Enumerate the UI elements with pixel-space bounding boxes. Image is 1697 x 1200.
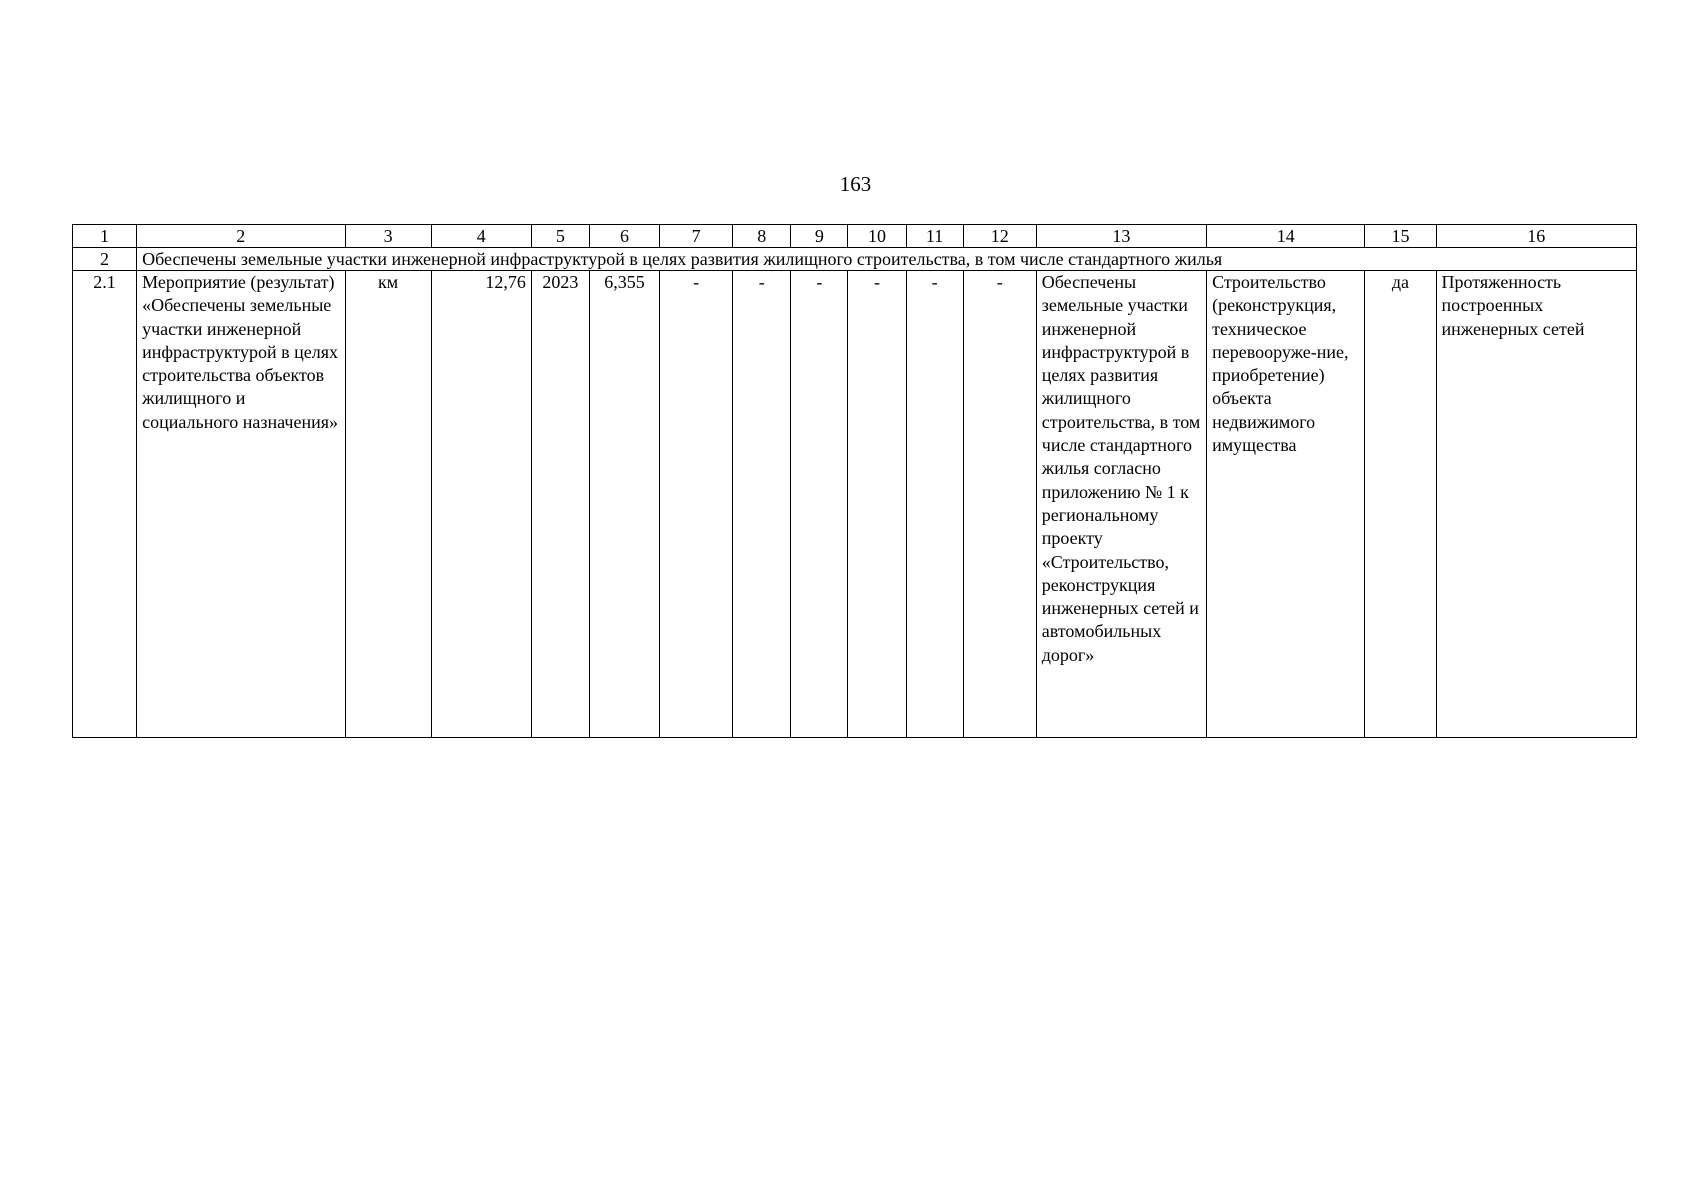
column-numbers-row <box>73 225 1637 248</box>
col9-cell: - <box>791 271 848 738</box>
column-number-cell: 12 <box>963 225 1036 248</box>
col12-cell: - <box>963 271 1036 738</box>
unit-cell: км <box>345 271 431 738</box>
section-title: Обеспечены земельные участки инженерной инфраструктурой в целях развития жилищного строительства, в том числе стандартного жилья <box>137 248 1637 271</box>
col11-cell: - <box>906 271 963 738</box>
column-number-cell: 14 <box>1207 225 1365 248</box>
column-number-cell: 15 <box>1365 225 1436 248</box>
measure-name: Мероприятие (результат) «Обеспечены земельные участки инженерной инфраструктурой в целях строительства объектов жилищного и социального назначения» <box>137 271 345 738</box>
col6-cell: 6,355 <box>589 271 659 738</box>
column-number-cell: 3 <box>345 225 431 248</box>
col7-cell: - <box>660 271 733 738</box>
section-number: 2 <box>73 248 137 271</box>
column-number-cell: 7 <box>660 225 733 248</box>
column-number-cell: 1 <box>73 225 137 248</box>
column-number-cell: 2 <box>137 225 345 248</box>
column-number-cell: 6 <box>589 225 659 248</box>
column-number-cell: 4 <box>431 225 531 248</box>
column-number-cell: 16 <box>1436 225 1637 248</box>
column-number-cell: 11 <box>906 225 963 248</box>
page-number: 163 <box>839 172 872 196</box>
column-number-cell: 10 <box>848 225 906 248</box>
results-table <box>72 224 1637 738</box>
col10-cell: - <box>848 271 906 738</box>
year-cell: 2023 <box>531 271 589 738</box>
table-row <box>73 271 1637 738</box>
result-type: Строительство (реконструкция, техническое перевооруже-ние, приобретение) объекта недвижимого имущества <box>1207 271 1365 738</box>
value-cell: 12,76 <box>431 271 531 738</box>
result-description: Обеспечены земельные участки инженерной инфраструктурой в целях развития жилищного строительства, в том числе стандартного жилья согласно приложению № 1 к региональному проекту «Строительство, реконструкция инженерных сетей и автомобильных дорог» <box>1036 271 1206 738</box>
column-number-cell: 9 <box>791 225 848 248</box>
row-number: 2.1 <box>73 271 137 738</box>
section-row <box>73 248 1637 271</box>
col8-cell: - <box>733 271 791 738</box>
column-number-cell: 8 <box>733 225 791 248</box>
indicator-cell: Протяженность построенных инженерных сетей <box>1436 271 1637 738</box>
column-number-cell: 5 <box>531 225 589 248</box>
column-number-cell: 13 <box>1036 225 1206 248</box>
col15-cell: да <box>1365 271 1436 738</box>
